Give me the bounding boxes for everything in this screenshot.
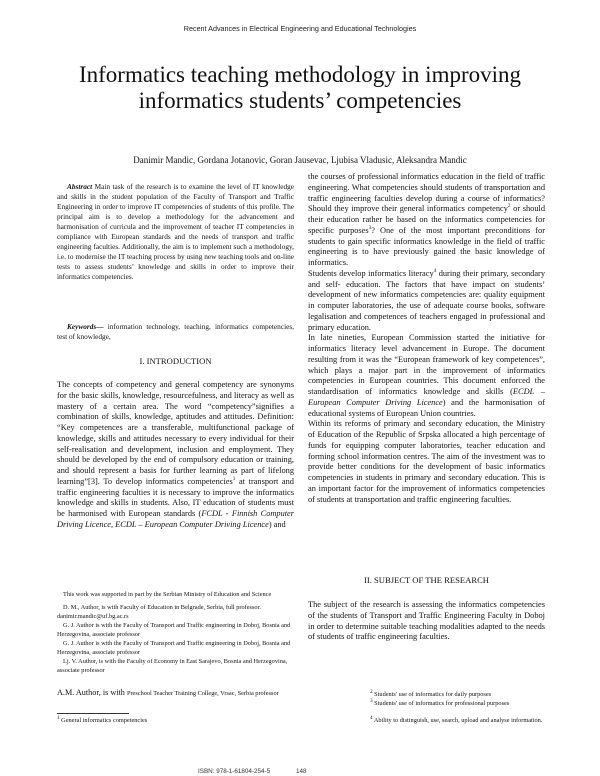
rp1-b: or should their education rather be based on the informatics competencies for specific purposes — [308, 204, 546, 235]
rp3-b: ) and the harmonisation of educational systems of European Union countries. — [308, 397, 545, 418]
abstract-label: Abstract — [67, 182, 93, 191]
keywords-label: Keywords— — [67, 322, 104, 331]
rp3-italic: ECDL – European Computer Driving Licence — [308, 387, 546, 407]
right-paragraph-2 — [308, 269, 545, 334]
intro-text-a: The concepts of competency and general competency are synonyms for the basic skills, knowledge, resourcefulness, and literacy as well as mastery of a certain area. The word “competency”signifies a combination of skills, knowledge, aptitudes and attitudes. Definition: “Key competences are a transferable, multifunctional package of knowledge, skills and attitudes necessary to every individual for their self-realisation and development, inclusion and employment. They should be developed by the end of compulsory education or training, and should represent a basis for further learning as part of lifelong learning”[3]. To develop informatics competencies — [57, 380, 294, 486]
rp1-c: ? One of the most important preconditions for students to gain specific informatics knowledge in the field of traffic engineering is to have previously gained the basic knowledge of informatics. — [308, 225, 545, 267]
footnote-1 — [57, 716, 297, 725]
intro-text-b: at transport and traffic engineering faculties it is necessary to improve the informatics knowledge and skills in students. Also, IT education of students must be harmonised with European standards ( — [57, 476, 294, 518]
intro-text-c: ) and — [268, 519, 286, 529]
abstract-text: Main task of the research is to examine the level of IT knowledge and skills in the student population of the Faculty of Transport and Traffic Engineering in order to improve IT competencies of students of this profile. The principal aim is to develop a methodology for the advancement and harmonisation of curricula and the improvement of teacher IT competencies in compliance with European standards and the needs of transport and traffic engineering faculties. Additionally, the aim is to implement such a methodology, i.e. to modernise the IT teaching process by using new teaching tools and on-line tests to assess students’ knowledge and skills in order to improve their informatics competencies. — [57, 182, 294, 281]
author-list: Danimir Mandic, Gordana Jotanovic, Goran Jausevac, Ljubisa Vladusic, Aleksandra Mandic — [133, 155, 467, 165]
introduction-paragraph — [57, 380, 294, 531]
author-note-am — [57, 688, 317, 699]
author-footnotes — [57, 590, 294, 675]
footnote-ref-4: 4 — [433, 267, 437, 274]
keywords — [57, 322, 294, 342]
paper-title: Informatics teaching methodology in improving informatics students’ competencies — [78, 62, 522, 113]
author-note-gj2: G. J. Author is with the Faculty of Transport and Traffic engineering in Doboj, Bosnia and Herzegovina, associate professor — [57, 640, 291, 656]
footnote-rule — [57, 713, 129, 714]
running-head: Recent Advances in Electrical Engineering and Educational Technologies — [183, 24, 417, 33]
footnote-ref-2: 2 — [507, 203, 511, 210]
right-paragraph-3 — [308, 333, 545, 419]
funding-note: This work was supported in part by the Serbian Ministry of Education and Science — [63, 591, 272, 598]
subject-text: The subject of the research is assessing the informatics competencies of the students of Transport and Traffic Engineering Faculty in Doboj in order to determine suitable teaching modalities adapted to the needs of students of traffic engineering faculties. — [308, 600, 545, 642]
footnote-ref-3: 3 — [368, 224, 372, 231]
right-paragraph-4: Within its reforms of primary and secondary education, the Ministry of Education of the Republic of Srpska allocated a high percentage of funds for equipping computer laboratories, teacher education and forming school information centres. The aim of the investment was to provide better conditions for the development of basic informatics competencies in students in primary and secondary education. This is an important factor for the improvement of informatics competencies of students at transportation and traffic engineering faculties. — [308, 419, 545, 504]
am-lead: A.M. Author, is with — [57, 688, 127, 697]
am-rest: Preschool Teacher Training College, Vrsac, Serbia professor — [126, 690, 279, 697]
rp1-a: the courses of professional informatics education in the field of traffic engineering. What competencies should students of transportation and traffic engineering faculties develop during a course of informatics? Should they improve their general informatics competency — [308, 172, 545, 214]
footnote-4 — [370, 716, 580, 725]
fn3-text: Students' use of informatics for professional purposes — [372, 700, 510, 707]
section-heading-subject: II. SUBJECT OF THE RESEARCH — [363, 575, 490, 585]
fn2-text: Students' use of informatics for daily purposes — [372, 691, 492, 698]
abstract — [57, 182, 294, 282]
fn1-mark: 1 — [57, 714, 60, 721]
fn4-text: Ability to distinguish, use, search, upload and analyse information. — [372, 717, 543, 724]
author-note-gj: G. J. Author is with the Faculty of Transport and Traffic engineering in Doboj, Bosnia and Herzegovina, associate professor — [57, 622, 291, 638]
footnotes-right — [370, 690, 580, 708]
right-paragraph-1 — [308, 172, 545, 269]
intro-italic: FCDL - Finnish Computer Driving Licence, ECDL – European Computer Driving Licence — [57, 509, 295, 529]
fn3-mark: 3 — [370, 697, 373, 704]
rp2-b: during their primary, secondary and self- education. The factors that have impact on students’ development of new informatics competencies are: quality equipment in computer laboratories, the use of adequate course books, software legalisation and competences of teachers engaged in professional and primary education. — [308, 268, 545, 332]
fn4-mark: 4 — [370, 714, 373, 721]
isbn: ISBN: 978-1-61804-254-5 — [198, 768, 271, 775]
rp2-a: Students develop informatics literacy — [308, 268, 434, 278]
page-number: 148 — [296, 768, 307, 775]
fn2-mark: 2 — [370, 688, 373, 695]
author-note-lv: Lj. V. Author, is with the Faculty of Economy in East Sarajevo, Bosnia and Herzegovina, associate professor — [57, 658, 288, 674]
footnote-ref-1: 1 — [232, 475, 236, 482]
subject-paragraph — [308, 600, 545, 643]
rp3-a: In late nineties, European Commission started the initiative for informatics literacy level advancement in Europe. The document resulting from it was the “European framework of key competences”, which plays a major part in the improvement of informatics competencies in European countries. This document enforced the standardisation of informatics knowledge and skills ( — [308, 333, 545, 396]
author-note-dm: D. M., Author, is with Faculty of Education in Belgrade, Serbia, full professor. danimir.mandic@uf.bg.ac.rs — [57, 604, 261, 620]
section-heading-introduction: I. INTRODUCTION — [139, 356, 212, 366]
fn1-text: General informatics competencies — [59, 717, 148, 724]
right-column-text — [308, 172, 545, 505]
keywords-text: information technology, teaching, informatics competencies, test of knowledge, — [57, 322, 294, 341]
